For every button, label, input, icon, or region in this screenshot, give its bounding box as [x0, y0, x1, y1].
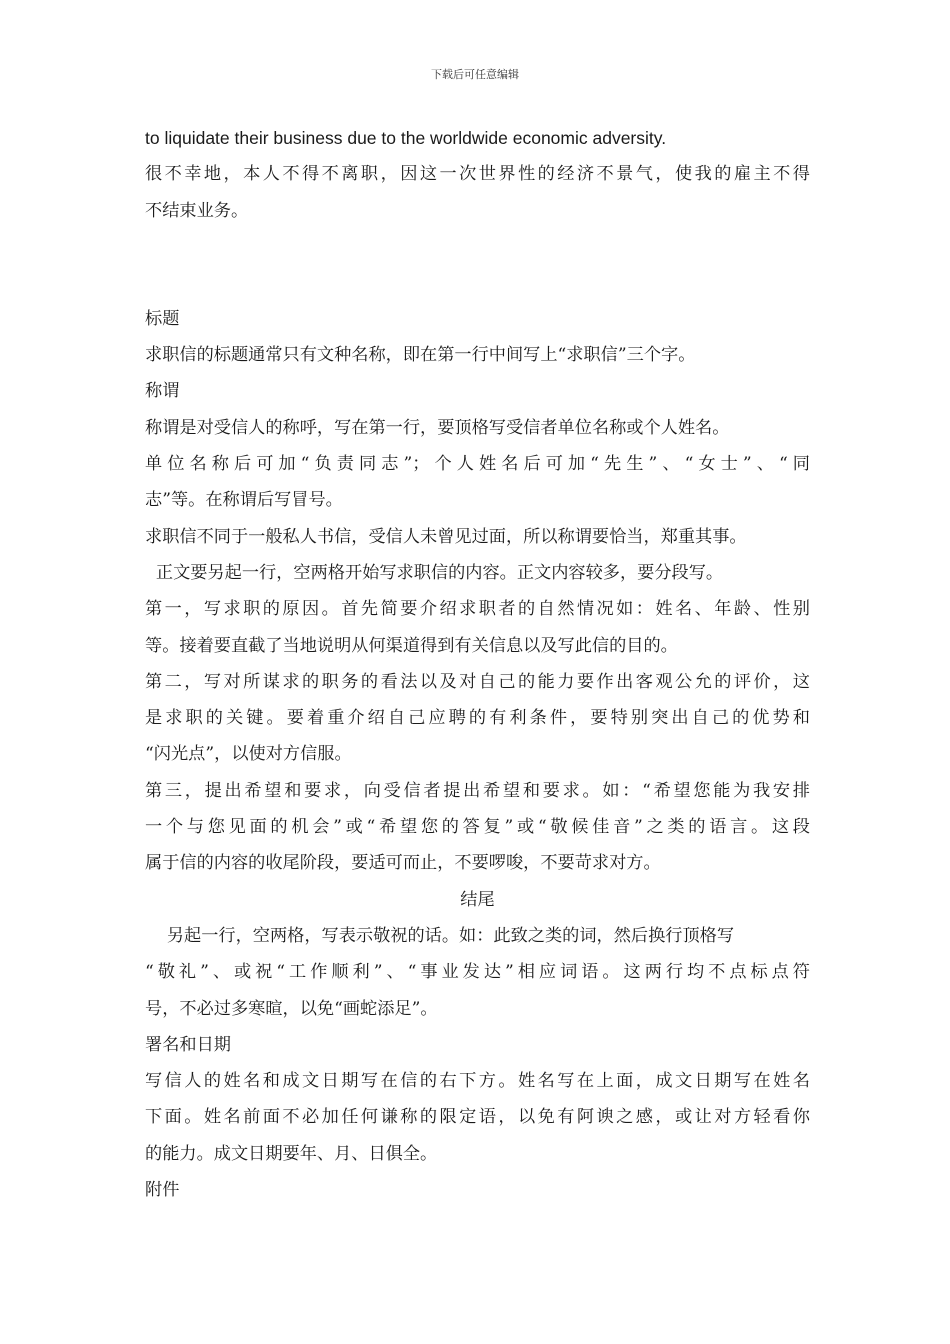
- header-note: 下载后可任意编辑: [431, 68, 519, 81]
- third-point-line-2: 一个与您见面的机会”或“希望您的答复”或“敬候佳音”之类的语言。这段: [145, 817, 810, 838]
- signature-line-3: 的能力。成文日期要年、月、日俱全。: [145, 1143, 438, 1164]
- intro-english-line: to liquidate their business due to the worldwide economic adversity.: [145, 128, 667, 148]
- salutation-line-2: 单位名称后可加“负责同志”；个人姓名后可加“先生”、“女士”、“同: [145, 454, 810, 475]
- closing-line-2: “敬礼”、或祝“工作顺利”、“事业发达”相应词语。这两行均不点标点符: [145, 962, 810, 983]
- third-point-line-1: 第三，提出希望和要求，向受信者提出希望和要求。如：“希望您能为我安排: [145, 780, 810, 801]
- signature-line-1: 写信人的姓名和成文日期写在信的右下方。姓名写在上面，成文日期写在姓名: [145, 1071, 810, 1092]
- intro-chinese-line-1: 很不幸地，本人不得不离职，因这一次世界性的经济不景气，使我的雇主不得: [145, 164, 810, 185]
- document-body: [145, 120, 810, 1208]
- salutation-line-3: 志”等。在称谓后写冒号。: [145, 490, 343, 511]
- second-point-line-1: 第二，写对所谋求的职务的看法以及对自己的能力要作出客观公允的评价，这: [145, 671, 810, 692]
- closing-line-3: 号，不必过多寒暄，以免“画蛇添足”。: [145, 998, 438, 1019]
- second-point-line-2: 是求职的关键。要着重介绍自己应聘的有利条件，要特别突出自己的优势和: [145, 708, 810, 729]
- salutation-heading: 称谓: [145, 381, 180, 402]
- first-point-line-1: 第一，写求职的原因。首先简要介绍求职者的自然情况如：姓名、年龄、性别: [145, 599, 810, 620]
- body-intro-line: 正文要另起一行，空两格开始写求职信的内容。正文内容较多，要分段写。: [145, 562, 724, 583]
- first-point-line-2: 等。接着要直截了当地说明从何渠道得到有关信息以及写此信的目的。: [145, 635, 678, 656]
- third-point-line-3: 属于信的内容的收尾阶段，要适可而止，不要啰唆，不要苛求对方。: [145, 853, 661, 874]
- attachment-heading: 附件: [145, 1180, 180, 1201]
- signature-heading: 署名和日期: [145, 1034, 231, 1055]
- title-body: 求职信的标题通常只有文种名称，即在第一行中间写上“求职信”三个字。: [145, 345, 696, 366]
- signature-line-2: 下面。姓名前面不必加任何谦称的限定语，以免有阿谀之感，或让对方轻看你: [145, 1107, 810, 1128]
- closing-heading: 结尾: [460, 889, 495, 910]
- intro-chinese-line-2: 不结束业务。: [145, 200, 249, 221]
- closing-line-1: 另起一行，空两格，写表示敬祝的话。如：此致之类的词，然后换行顶格写: [145, 925, 735, 946]
- salutation-line-4: 求职信不同于一般私人书信，受信人未曾见过面，所以称谓要恰当，郑重其事。: [145, 526, 747, 547]
- title-heading: 标题: [145, 308, 180, 329]
- spacer: [145, 229, 810, 301]
- second-point-line-3: “闪光点”，以使对方信服。: [145, 744, 352, 765]
- salutation-line-1: 称谓是对受信人的称呼，写在第一行，要顶格写受信者单位名称或个人姓名。: [145, 417, 730, 438]
